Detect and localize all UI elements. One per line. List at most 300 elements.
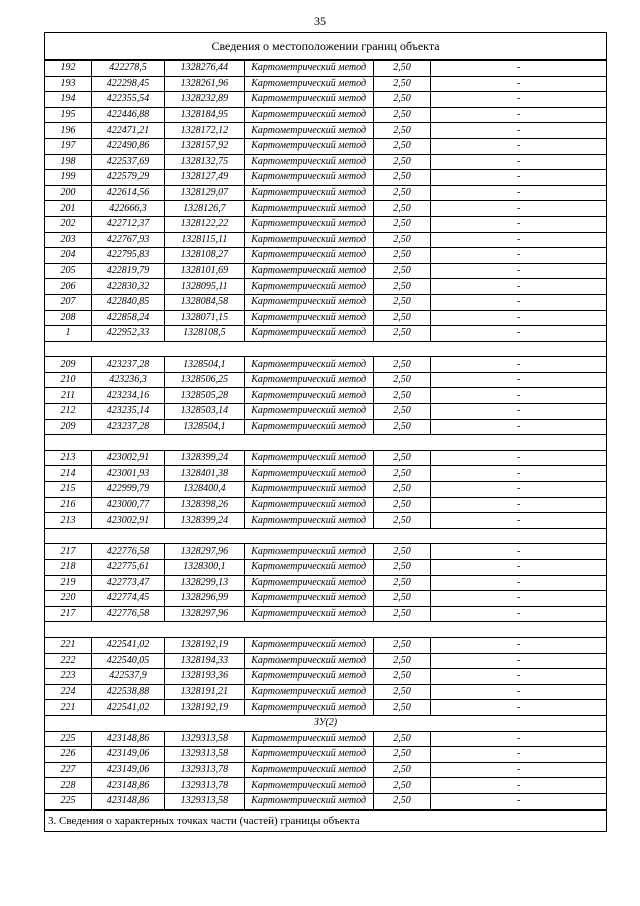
table-row [45, 357, 606, 373]
point-number-cell: 221 [45, 700, 92, 716]
accuracy-cell: 2,50 [373, 637, 431, 653]
y-coordinate-cell: 1328400,4 [164, 482, 244, 498]
accuracy-cell: 2,50 [373, 61, 431, 77]
method-cell: Картометрический метод [244, 404, 373, 420]
x-coordinate-cell: 422858,24 [92, 310, 165, 326]
point-number-cell: 196 [45, 123, 92, 139]
description-cell: - [431, 544, 606, 560]
accuracy-cell: 2,50 [373, 170, 431, 186]
description-cell: - [431, 591, 606, 607]
point-number-cell: 213 [45, 513, 92, 529]
description-cell: - [431, 185, 606, 201]
y-coordinate-cell: 1328101,69 [164, 263, 244, 279]
method-cell: Картометрический метод [244, 575, 373, 591]
description-cell: - [431, 232, 606, 248]
method-cell: Картометрический метод [244, 61, 373, 77]
y-coordinate-cell: 1328129,07 [164, 185, 244, 201]
description-cell: - [431, 700, 606, 716]
accuracy-cell: 2,50 [373, 248, 431, 264]
method-cell: Картометрический метод [244, 747, 373, 763]
page-number: 35 [314, 14, 326, 28]
point-number-cell: 198 [45, 154, 92, 170]
y-coordinate-cell: 1328398,26 [164, 497, 244, 513]
accuracy-cell: 2,50 [373, 138, 431, 154]
description-cell: - [431, 123, 606, 139]
y-coordinate-cell: 1328299,13 [164, 575, 244, 591]
method-cell: Картометрический метод [244, 450, 373, 466]
y-coordinate-cell: 1328194,33 [164, 653, 244, 669]
x-coordinate-cell: 422775,61 [92, 560, 165, 576]
y-coordinate-cell: 1328401,38 [164, 466, 244, 482]
y-coordinate-cell: 1328127,49 [164, 170, 244, 186]
x-coordinate-cell: 422579,29 [92, 170, 165, 186]
accuracy-cell: 2,50 [373, 388, 431, 404]
point-number-cell: 222 [45, 653, 92, 669]
point-number-cell: 217 [45, 606, 92, 622]
separator-cell [45, 341, 606, 357]
x-coordinate-cell: 422712,37 [92, 216, 165, 232]
y-coordinate-cell: 1328399,24 [164, 513, 244, 529]
point-number-cell: 221 [45, 637, 92, 653]
point-number-cell: 225 [45, 793, 92, 809]
description-cell: - [431, 793, 606, 809]
x-coordinate-cell: 423148,86 [92, 778, 165, 794]
y-coordinate-cell: 1328276,44 [164, 61, 244, 77]
y-coordinate-cell: 1328506,25 [164, 372, 244, 388]
table-row [45, 778, 606, 794]
description-cell: - [431, 154, 606, 170]
table-row [45, 232, 606, 248]
table-row [45, 762, 606, 778]
x-coordinate-cell: 422537,9 [92, 669, 165, 685]
description-cell: - [431, 216, 606, 232]
method-cell: Картометрический метод [244, 357, 373, 373]
accuracy-cell: 2,50 [373, 357, 431, 373]
table-row [45, 731, 606, 747]
y-coordinate-cell: 1328399,24 [164, 450, 244, 466]
table-row [45, 404, 606, 420]
y-coordinate-cell: 1328300,1 [164, 560, 244, 576]
method-cell: Картометрический метод [244, 419, 373, 435]
y-coordinate-cell: 1329313,58 [164, 793, 244, 809]
accuracy-cell: 2,50 [373, 123, 431, 139]
separator-row [45, 528, 606, 544]
table-row [45, 669, 606, 685]
table-row [45, 123, 606, 139]
description-cell: - [431, 388, 606, 404]
y-coordinate-cell: 1328126,7 [164, 201, 244, 217]
description-cell: - [431, 513, 606, 529]
table-row [45, 684, 606, 700]
y-coordinate-cell: 1328232,89 [164, 92, 244, 108]
y-coordinate-cell: 1328122,22 [164, 216, 244, 232]
description-cell: - [431, 731, 606, 747]
x-coordinate-cell: 423235,14 [92, 404, 165, 420]
accuracy-cell: 2,50 [373, 92, 431, 108]
table-row [45, 637, 606, 653]
x-coordinate-cell: 422952,33 [92, 326, 165, 342]
method-cell: Картометрический метод [244, 466, 373, 482]
x-coordinate-cell: 422355,54 [92, 92, 165, 108]
method-cell: Картометрический метод [244, 731, 373, 747]
method-cell: Картометрический метод [244, 294, 373, 310]
accuracy-cell: 2,50 [373, 575, 431, 591]
description-cell: - [431, 747, 606, 763]
accuracy-cell: 2,50 [373, 216, 431, 232]
table-row [45, 76, 606, 92]
point-number-cell: 204 [45, 248, 92, 264]
accuracy-cell: 2,50 [373, 450, 431, 466]
y-coordinate-cell: 1328084,58 [164, 294, 244, 310]
table-row [45, 388, 606, 404]
table-row [45, 606, 606, 622]
description-cell: - [431, 653, 606, 669]
method-cell: Картометрический метод [244, 591, 373, 607]
method-cell: Картометрический метод [244, 497, 373, 513]
method-cell: Картометрический метод [244, 154, 373, 170]
accuracy-cell: 2,50 [373, 762, 431, 778]
description-cell: - [431, 170, 606, 186]
description-cell: - [431, 76, 606, 92]
table-row [45, 294, 606, 310]
point-number-cell: 225 [45, 731, 92, 747]
y-coordinate-cell: 1328504,1 [164, 357, 244, 373]
point-number-cell: 206 [45, 279, 92, 295]
method-cell: Картометрический метод [244, 232, 373, 248]
y-coordinate-cell: 1328503,14 [164, 404, 244, 420]
table-row [45, 591, 606, 607]
description-cell: - [431, 778, 606, 794]
y-coordinate-cell: 1328505,28 [164, 388, 244, 404]
section-row [45, 715, 606, 731]
x-coordinate-cell: 423148,86 [92, 793, 165, 809]
separator-row [45, 435, 606, 451]
table-row [45, 575, 606, 591]
x-coordinate-cell: 422776,58 [92, 544, 165, 560]
description-cell: - [431, 61, 606, 77]
table-row [45, 216, 606, 232]
separator-row [45, 622, 606, 638]
x-coordinate-cell: 423149,06 [92, 762, 165, 778]
x-coordinate-cell: 422819,79 [92, 263, 165, 279]
table-row [45, 154, 606, 170]
accuracy-cell: 2,50 [373, 76, 431, 92]
accuracy-cell: 2,50 [373, 326, 431, 342]
point-number-cell: 210 [45, 372, 92, 388]
point-number-cell: 212 [45, 404, 92, 420]
accuracy-cell: 2,50 [373, 513, 431, 529]
table-row [45, 482, 606, 498]
description-cell: - [431, 560, 606, 576]
x-coordinate-cell: 422795,83 [92, 248, 165, 264]
table-row [45, 107, 606, 123]
x-coordinate-cell: 422776,58 [92, 606, 165, 622]
description-cell: - [431, 762, 606, 778]
y-coordinate-cell: 1328095,11 [164, 279, 244, 295]
point-number-cell: 195 [45, 107, 92, 123]
accuracy-cell: 2,50 [373, 669, 431, 685]
table-row [45, 747, 606, 763]
table-row [45, 201, 606, 217]
table-row [45, 185, 606, 201]
method-cell: Картометрический метод [244, 793, 373, 809]
point-number-cell: 209 [45, 357, 92, 373]
description-cell: - [431, 294, 606, 310]
y-coordinate-cell: 1328071,15 [164, 310, 244, 326]
y-coordinate-cell: 1328297,96 [164, 606, 244, 622]
point-number-cell: 220 [45, 591, 92, 607]
x-coordinate-cell: 423000,77 [92, 497, 165, 513]
description-cell: - [431, 637, 606, 653]
x-coordinate-cell: 423149,06 [92, 747, 165, 763]
y-coordinate-cell: 1328184,95 [164, 107, 244, 123]
table-row [45, 513, 606, 529]
description-cell: - [431, 138, 606, 154]
y-coordinate-cell: 1329313,78 [164, 778, 244, 794]
method-cell: Картометрический метод [244, 482, 373, 498]
description-cell: - [431, 357, 606, 373]
x-coordinate-cell: 422537,69 [92, 154, 165, 170]
method-cell: Картометрический метод [244, 669, 373, 685]
y-coordinate-cell: 1328192,19 [164, 700, 244, 716]
x-coordinate-cell: 422540,05 [92, 653, 165, 669]
separator-cell [45, 528, 606, 544]
y-coordinate-cell: 1328108,27 [164, 248, 244, 264]
description-cell: - [431, 575, 606, 591]
table-row [45, 279, 606, 295]
table-row [45, 419, 606, 435]
point-number-cell: 1 [45, 326, 92, 342]
table-row [45, 263, 606, 279]
point-number-cell: 214 [45, 466, 92, 482]
description-cell: - [431, 263, 606, 279]
accuracy-cell: 2,50 [373, 606, 431, 622]
x-coordinate-cell: 422999,79 [92, 482, 165, 498]
x-coordinate-cell: 422614,56 [92, 185, 165, 201]
method-cell: Картометрический метод [244, 560, 373, 576]
accuracy-cell: 2,50 [373, 294, 431, 310]
point-number-cell: 207 [45, 294, 92, 310]
y-coordinate-cell: 1328172,12 [164, 123, 244, 139]
method-cell: Картометрический метод [244, 762, 373, 778]
accuracy-cell: 2,50 [373, 107, 431, 123]
description-cell: - [431, 482, 606, 498]
y-coordinate-cell: 1329313,58 [164, 747, 244, 763]
description-cell: - [431, 201, 606, 217]
separator-cell [45, 435, 606, 451]
method-cell: Картометрический метод [244, 92, 373, 108]
table-row [45, 61, 606, 77]
y-coordinate-cell: 1329313,58 [164, 731, 244, 747]
table-row [45, 326, 606, 342]
y-coordinate-cell: 1328115,11 [164, 232, 244, 248]
accuracy-cell: 2,50 [373, 201, 431, 217]
table-row [45, 793, 606, 809]
point-number-cell: 211 [45, 388, 92, 404]
table-row [45, 497, 606, 513]
y-coordinate-cell: 1328108,5 [164, 326, 244, 342]
method-cell: Картометрический метод [244, 263, 373, 279]
y-coordinate-cell: 1328296,99 [164, 591, 244, 607]
method-cell: Картометрический метод [244, 372, 373, 388]
point-number-cell: 217 [45, 544, 92, 560]
coordinates-table [45, 60, 606, 810]
x-coordinate-cell: 422490,86 [92, 138, 165, 154]
section-label: ЗУ(2) [45, 715, 606, 731]
y-coordinate-cell: 1328157,92 [164, 138, 244, 154]
method-cell: Картометрический метод [244, 170, 373, 186]
table-row [45, 466, 606, 482]
accuracy-cell: 2,50 [373, 793, 431, 809]
point-number-cell: 192 [45, 61, 92, 77]
method-cell: Картометрический метод [244, 544, 373, 560]
y-coordinate-cell: 1328297,96 [164, 544, 244, 560]
point-number-cell: 213 [45, 450, 92, 466]
description-cell: - [431, 669, 606, 685]
y-coordinate-cell: 1328261,96 [164, 76, 244, 92]
description-cell: - [431, 310, 606, 326]
method-cell: Картометрический метод [244, 107, 373, 123]
accuracy-cell: 2,50 [373, 497, 431, 513]
method-cell: Картометрический метод [244, 700, 373, 716]
method-cell: Картометрический метод [244, 637, 373, 653]
table-row [45, 372, 606, 388]
method-cell: Картометрический метод [244, 653, 373, 669]
description-cell: - [431, 107, 606, 123]
x-coordinate-cell: 422446,88 [92, 107, 165, 123]
accuracy-cell: 2,50 [373, 778, 431, 794]
y-coordinate-cell: 1328504,1 [164, 419, 244, 435]
method-cell: Картометрический метод [244, 606, 373, 622]
accuracy-cell: 2,50 [373, 310, 431, 326]
table-row [45, 560, 606, 576]
accuracy-cell: 2,50 [373, 404, 431, 420]
x-coordinate-cell: 422298,45 [92, 76, 165, 92]
x-coordinate-cell: 423002,91 [92, 450, 165, 466]
accuracy-cell: 2,50 [373, 560, 431, 576]
table-title: Сведения о местоположении границ объекта [45, 33, 606, 60]
x-coordinate-cell: 422278,5 [92, 61, 165, 77]
section-3-heading: 3. Сведения о характерных точках части (частей) границы объекта [45, 810, 606, 831]
method-cell: Картометрический метод [244, 310, 373, 326]
accuracy-cell: 2,50 [373, 591, 431, 607]
accuracy-cell: 2,50 [373, 185, 431, 201]
description-cell: - [431, 279, 606, 295]
x-coordinate-cell: 423236,3 [92, 372, 165, 388]
x-coordinate-cell: 423234,16 [92, 388, 165, 404]
point-number-cell: 218 [45, 560, 92, 576]
point-number-cell: 205 [45, 263, 92, 279]
table-row [45, 170, 606, 186]
x-coordinate-cell: 423002,91 [92, 513, 165, 529]
method-cell: Картометрический метод [244, 76, 373, 92]
x-coordinate-cell: 422774,45 [92, 591, 165, 607]
point-number-cell: 228 [45, 778, 92, 794]
table-row [45, 653, 606, 669]
description-cell: - [431, 497, 606, 513]
method-cell: Картометрический метод [244, 778, 373, 794]
point-number-cell: 202 [45, 216, 92, 232]
point-number-cell: 227 [45, 762, 92, 778]
boundary-table-frame [44, 32, 607, 832]
table-row [45, 92, 606, 108]
point-number-cell: 219 [45, 575, 92, 591]
method-cell: Картометрический метод [244, 123, 373, 139]
separator-row [45, 341, 606, 357]
accuracy-cell: 2,50 [373, 482, 431, 498]
x-coordinate-cell: 422840,85 [92, 294, 165, 310]
point-number-cell: 216 [45, 497, 92, 513]
x-coordinate-cell: 423237,28 [92, 419, 165, 435]
separator-cell [45, 622, 606, 638]
x-coordinate-cell: 422830,32 [92, 279, 165, 295]
x-coordinate-cell: 423001,93 [92, 466, 165, 482]
y-coordinate-cell: 1328192,19 [164, 637, 244, 653]
description-cell: - [431, 466, 606, 482]
point-number-cell: 194 [45, 92, 92, 108]
point-number-cell: 197 [45, 138, 92, 154]
description-cell: - [431, 92, 606, 108]
point-number-cell: 215 [45, 482, 92, 498]
accuracy-cell: 2,50 [373, 544, 431, 560]
point-number-cell: 203 [45, 232, 92, 248]
accuracy-cell: 2,50 [373, 232, 431, 248]
point-number-cell: 200 [45, 185, 92, 201]
description-cell: - [431, 450, 606, 466]
accuracy-cell: 2,50 [373, 684, 431, 700]
method-cell: Картометрический метод [244, 201, 373, 217]
accuracy-cell: 2,50 [373, 279, 431, 295]
method-cell: Картометрический метод [244, 388, 373, 404]
method-cell: Картометрический метод [244, 326, 373, 342]
x-coordinate-cell: 422666,3 [92, 201, 165, 217]
accuracy-cell: 2,50 [373, 263, 431, 279]
method-cell: Картометрический метод [244, 279, 373, 295]
accuracy-cell: 2,50 [373, 372, 431, 388]
point-number-cell: 223 [45, 669, 92, 685]
x-coordinate-cell: 423237,28 [92, 357, 165, 373]
method-cell: Картометрический метод [244, 138, 373, 154]
point-number-cell: 199 [45, 170, 92, 186]
y-coordinate-cell: 1328132,75 [164, 154, 244, 170]
y-coordinate-cell: 1329313,78 [164, 762, 244, 778]
description-cell: - [431, 684, 606, 700]
table-row [45, 700, 606, 716]
description-cell: - [431, 606, 606, 622]
accuracy-cell: 2,50 [373, 466, 431, 482]
x-coordinate-cell: 422541,02 [92, 637, 165, 653]
table-row [45, 138, 606, 154]
x-coordinate-cell: 422471,21 [92, 123, 165, 139]
point-number-cell: 193 [45, 76, 92, 92]
method-cell: Картометрический метод [244, 513, 373, 529]
description-cell: - [431, 404, 606, 420]
table-row [45, 544, 606, 560]
description-cell: - [431, 326, 606, 342]
accuracy-cell: 2,50 [373, 653, 431, 669]
method-cell: Картометрический метод [244, 185, 373, 201]
x-coordinate-cell: 422773,47 [92, 575, 165, 591]
x-coordinate-cell: 422538,88 [92, 684, 165, 700]
table-row [45, 310, 606, 326]
method-cell: Картометрический метод [244, 216, 373, 232]
accuracy-cell: 2,50 [373, 419, 431, 435]
table-row [45, 248, 606, 264]
accuracy-cell: 2,50 [373, 747, 431, 763]
description-cell: - [431, 419, 606, 435]
x-coordinate-cell: 422541,02 [92, 700, 165, 716]
method-cell: Картометрический метод [244, 684, 373, 700]
